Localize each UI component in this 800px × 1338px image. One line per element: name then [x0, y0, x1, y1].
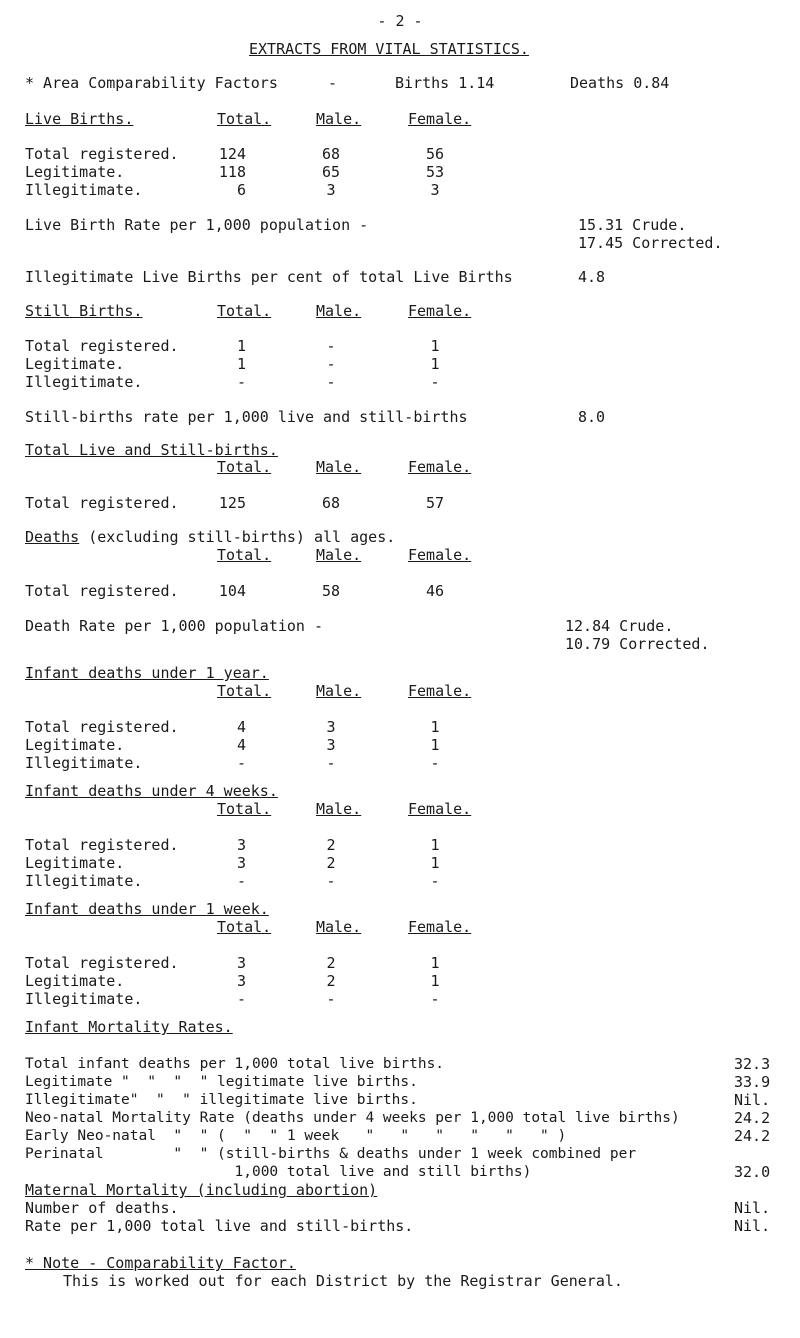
row-label-total: Total registered. [25, 836, 179, 854]
col-total: Total. [217, 302, 272, 320]
row-label-illegit: Illegitimate. [25, 181, 143, 199]
sb-total-legit: 1 [236, 355, 246, 373]
deaths-title-word: Deaths [25, 528, 80, 546]
sb-female-illegit: - [430, 373, 440, 391]
infant-1yr-title: Infant deaths under 1 year. [25, 664, 269, 682]
row-label-legit: Legitimate. [25, 854, 125, 872]
illegit-pct-label: Illegitimate Live Births per cent of total Live Births [25, 268, 513, 286]
i1y-male-legit: 3 [326, 736, 336, 754]
sb-total-reg: 1 [236, 337, 246, 355]
i1y-total-reg: 4 [236, 718, 246, 736]
col-female: Female. [408, 918, 472, 936]
total-live-still-title: Total Live and Still-births. [25, 441, 278, 459]
col-total: Total. [217, 918, 272, 936]
imr-value-total: 32.3 [734, 1055, 771, 1073]
imr-value-illegit: Nil. [734, 1091, 771, 1109]
row-label-illegit: Illegitimate. [25, 872, 143, 890]
i1w-total-illegit: - [236, 990, 246, 1008]
live-birth-rate-crude: 15.31 Crude. [578, 216, 687, 234]
lb-male-illegit: 3 [326, 181, 336, 199]
infant-4wk-title: Infant deaths under 4 weeks. [25, 782, 278, 800]
imr-line-illegit: Illegitimate" " " illegitimate live births. [25, 1092, 418, 1108]
i4w-male-illegit: - [326, 872, 336, 890]
lb-female-legit: 53 [425, 163, 445, 181]
acf-births: Births 1.14 [395, 74, 495, 92]
imr-value-neonatal: 24.2 [734, 1109, 771, 1127]
sb-female-reg: 1 [430, 337, 440, 355]
col-total: Total. [217, 800, 272, 818]
note-title: * Note - Comparability Factor. [25, 1254, 296, 1272]
row-label-total: Total registered. [25, 954, 179, 972]
i1y-total-illegit: - [236, 754, 246, 772]
col-male: Male. [316, 546, 362, 564]
row-label-total: Total registered. [25, 582, 179, 600]
row-label-total: Total registered. [25, 718, 179, 736]
row-label-total: Total registered. [25, 337, 179, 355]
col-male: Male. [316, 110, 362, 128]
sb-total-illegit: - [236, 373, 246, 391]
imr-value-perinatal: 32.0 [734, 1163, 771, 1181]
imr-line-perinatal-cont: 1,000 total live and still births) [25, 1164, 532, 1180]
row-label-illegit: Illegitimate. [25, 990, 143, 1008]
imr-line-perinatal: Perinatal " " (still-births & deaths under 1 week combined per [25, 1146, 637, 1162]
death-rate-crude: 12.84 Crude. [565, 617, 674, 635]
i4w-female-illegit: - [430, 872, 440, 890]
still-rate-label: Still-births rate per 1,000 live and still-births [25, 408, 468, 426]
maternal-rate-value: Nil. [734, 1217, 771, 1235]
col-female: Female. [408, 800, 472, 818]
lb-female-illegit: 3 [430, 181, 440, 199]
note-text: This is worked out for each District by the Registrar General. [63, 1272, 623, 1290]
row-label-illegit: Illegitimate. [25, 754, 143, 772]
live-births-title: Live Births. [25, 110, 134, 128]
deaths-title [25, 528, 395, 546]
i4w-total-legit: 3 [236, 854, 246, 872]
i4w-female-reg: 1 [430, 836, 440, 854]
death-rate-label: Death Rate per 1,000 population - [25, 617, 324, 635]
imr-value-legit: 33.9 [734, 1073, 771, 1091]
lb-female-reg: 56 [425, 145, 445, 163]
row-label-legit: Legitimate. [25, 163, 125, 181]
i1y-female-reg: 1 [430, 718, 440, 736]
imr-value-early-neonatal: 24.2 [734, 1127, 771, 1145]
deaths-female: 46 [425, 582, 445, 600]
i4w-total-illegit: - [236, 872, 246, 890]
i1w-female-illegit: - [430, 990, 440, 1008]
tls-total: 125 [218, 494, 246, 512]
col-total: Total. [217, 110, 272, 128]
row-label-legit: Legitimate. [25, 355, 125, 373]
i1y-female-legit: 1 [430, 736, 440, 754]
i1y-female-illegit: - [430, 754, 440, 772]
imr-line-legit: Legitimate " " " " legitimate live births. [25, 1074, 418, 1090]
illegit-pct-value: 4.8 [578, 268, 606, 286]
live-birth-rate-corrected: 17.45 Corrected. [578, 234, 723, 252]
i4w-total-reg: 3 [236, 836, 246, 854]
i4w-male-reg: 2 [326, 836, 336, 854]
col-male: Male. [316, 800, 362, 818]
page-number: - 2 - [377, 12, 423, 30]
tls-male: 68 [321, 494, 341, 512]
i1w-total-legit: 3 [236, 972, 246, 990]
row-label-total: Total registered. [25, 145, 179, 163]
tls-female: 57 [425, 494, 445, 512]
i1w-male-reg: 2 [326, 954, 336, 972]
still-births-title: Still Births. [25, 302, 143, 320]
col-male: Male. [316, 302, 362, 320]
deaths-title-rest: (excluding still-births) all ages. [79, 528, 396, 546]
acf-deaths: Deaths 0.84 [570, 74, 670, 92]
row-label-illegit: Illegitimate. [25, 373, 143, 391]
i1w-male-legit: 2 [326, 972, 336, 990]
col-male: Male. [316, 682, 362, 700]
deaths-male: 58 [321, 582, 341, 600]
i1w-male-illegit: - [326, 990, 336, 1008]
i1y-male-illegit: - [326, 754, 336, 772]
maternal-rate-label: Rate per 1,000 total live and still-births. [25, 1217, 414, 1235]
lb-total-illegit: 6 [236, 181, 246, 199]
col-female: Female. [408, 682, 472, 700]
sb-female-legit: 1 [430, 355, 440, 373]
still-rate-value: 8.0 [578, 408, 606, 426]
lb-male-legit: 65 [321, 163, 341, 181]
maternal-number-label: Number of deaths. [25, 1199, 179, 1217]
imr-line-neonatal: Neo-natal Mortality Rate (deaths under 4 weeks per 1,000 total live births) [25, 1110, 680, 1126]
sb-male-legit: - [326, 355, 336, 373]
i1w-total-reg: 3 [236, 954, 246, 972]
page-heading: EXTRACTS FROM VITAL STATISTICS. [249, 40, 529, 58]
col-total: Total. [217, 458, 272, 476]
i1w-female-legit: 1 [430, 972, 440, 990]
col-female: Female. [408, 458, 472, 476]
i4w-female-legit: 1 [430, 854, 440, 872]
row-label-legit: Legitimate. [25, 736, 125, 754]
imr-title: Infant Mortality Rates. [25, 1018, 233, 1036]
imr-line-total: Total infant deaths per 1,000 total live births. [25, 1056, 445, 1072]
i1w-female-reg: 1 [430, 954, 440, 972]
row-label-total: Total registered. [25, 494, 179, 512]
i1y-total-legit: 4 [236, 736, 246, 754]
death-rate-corrected: 10.79 Corrected. [565, 635, 710, 653]
col-female: Female. [408, 110, 472, 128]
i1y-male-reg: 3 [326, 718, 336, 736]
sb-male-illegit: - [326, 373, 336, 391]
col-female: Female. [408, 302, 472, 320]
acf-label: * Area Comparability Factors [25, 74, 278, 92]
col-total: Total. [217, 546, 272, 564]
maternal-title: Maternal Mortality (including abortion) [25, 1181, 378, 1199]
maternal-number-value: Nil. [734, 1199, 771, 1217]
col-male: Male. [316, 918, 362, 936]
live-birth-rate-label: Live Birth Rate per 1,000 population - [25, 216, 369, 234]
col-male: Male. [316, 458, 362, 476]
acf-dash: - [328, 74, 338, 92]
infant-1wk-title: Infant deaths under 1 week. [25, 900, 269, 918]
deaths-total: 104 [218, 582, 246, 600]
col-total: Total. [217, 682, 272, 700]
col-female: Female. [408, 546, 472, 564]
imr-line-early-neonatal: Early Neo-natal " " ( " " 1 week " " " " " " ) [25, 1128, 567, 1144]
lb-male-reg: 68 [321, 145, 341, 163]
lb-total-reg: 124 [218, 145, 246, 163]
sb-male-reg: - [326, 337, 336, 355]
i4w-male-legit: 2 [326, 854, 336, 872]
lb-total-legit: 118 [218, 163, 246, 181]
row-label-legit: Legitimate. [25, 972, 125, 990]
